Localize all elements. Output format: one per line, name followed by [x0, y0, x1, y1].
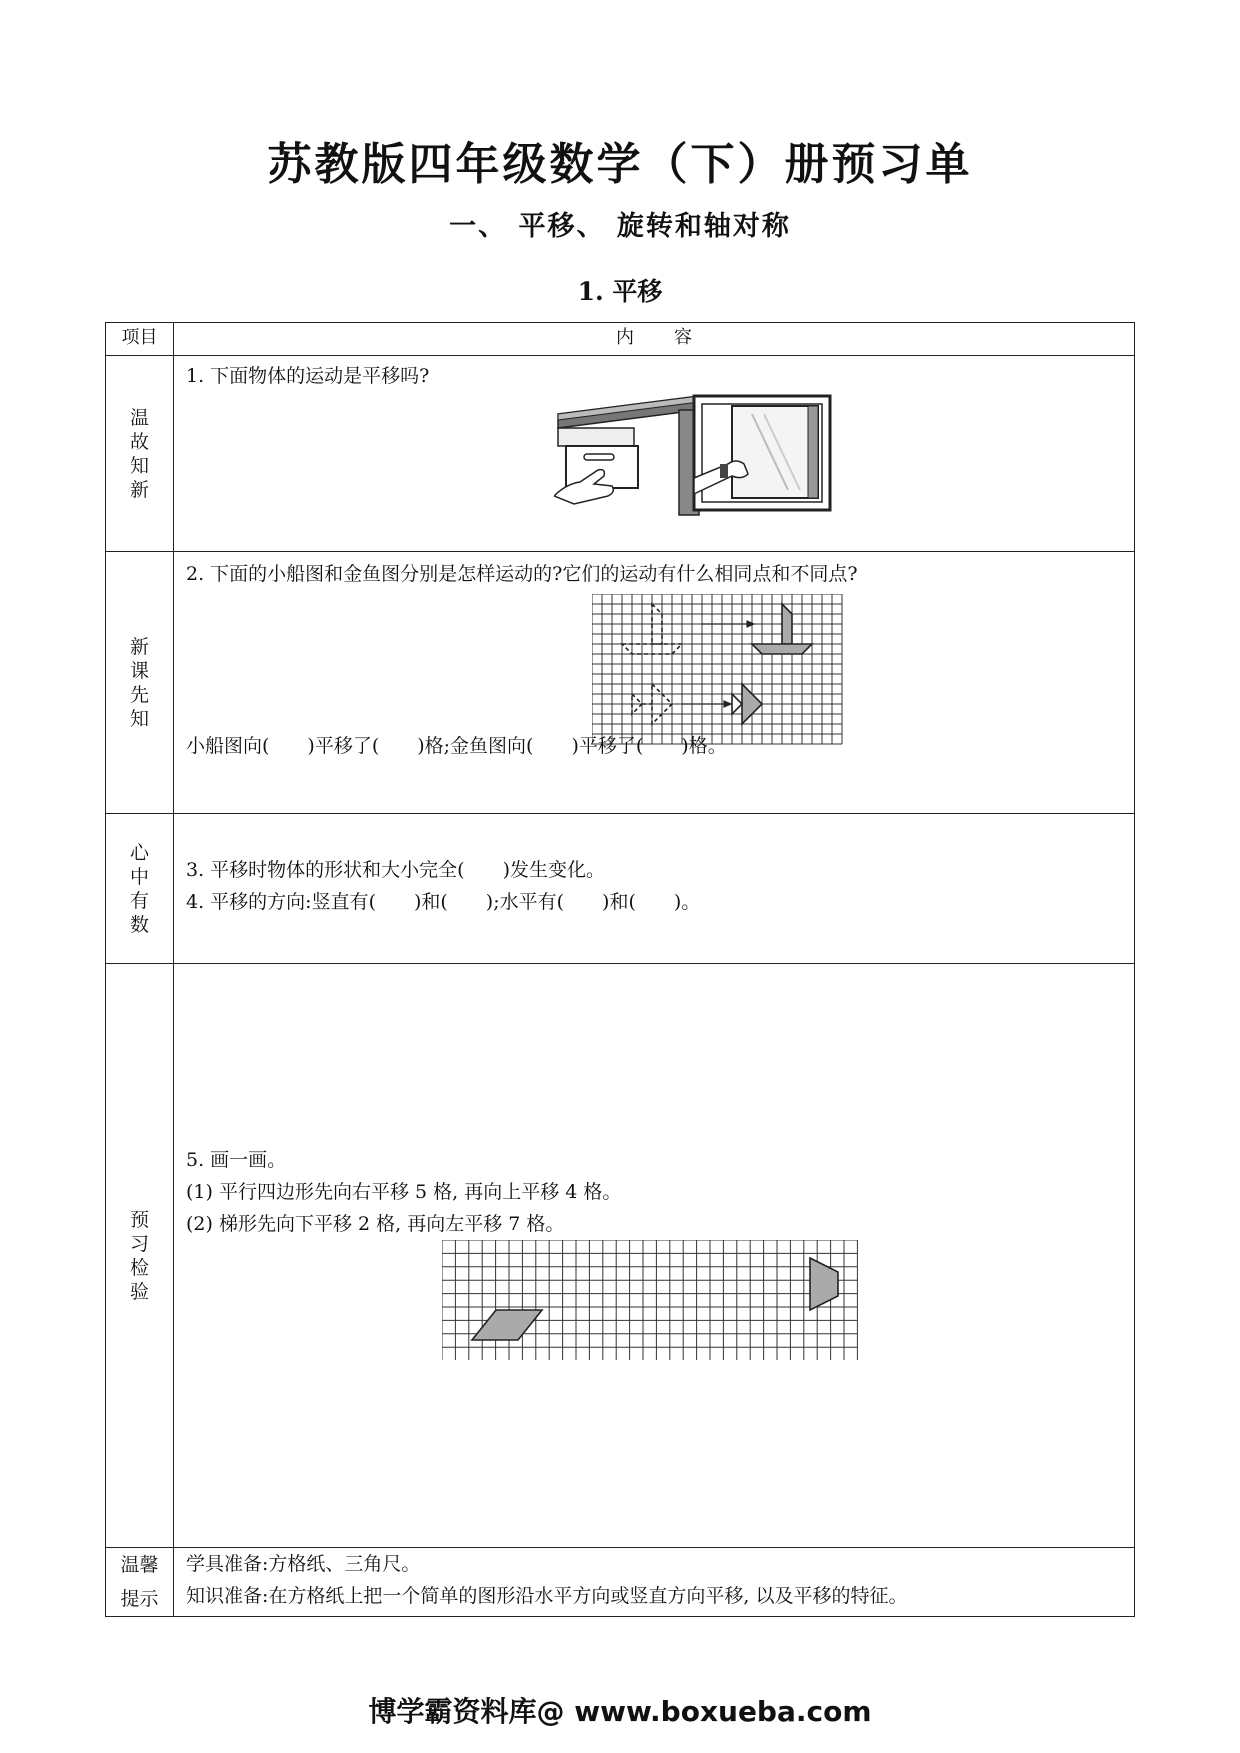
trapezoid-shape [810, 1258, 838, 1310]
tip-line-2: 知识准备:在方格纸上把一个简单的图形沿水平方向或竖直方向平移, 以及平移的特征。 [186, 1585, 908, 1607]
row-label-review: 温故知新 [106, 356, 174, 552]
drawer-illustration [554, 392, 702, 517]
window-illustration [692, 394, 832, 512]
drawing-grid [442, 1240, 860, 1360]
row-content-in-mind [174, 814, 1135, 964]
chapter-title: 一、 平移、 旋转和轴对称 [449, 211, 791, 242]
row-label-in-mind: 心中有数 [106, 814, 174, 964]
row-label-new-lesson: 新课先知 [106, 552, 174, 814]
row-content-preview-check [174, 964, 1135, 1548]
question-5: 5. 画一画。 [186, 1149, 287, 1171]
boat-moved [752, 604, 812, 654]
fish-moved [732, 684, 762, 724]
question-2: 2. 下面的小船图和金鱼图分别是怎样运动的?它们的运动有什么相同点和不同点? [186, 563, 858, 585]
row-in-mind [106, 814, 1135, 964]
row-tips [106, 1548, 1135, 1617]
fish-arrow [682, 701, 731, 707]
section-title: 1. 平移 [577, 277, 663, 306]
row-label-preview-check: 预习检验 [106, 964, 174, 1548]
row-review [106, 356, 1135, 552]
question-3: 3. 平移时物体的形状和大小完全( )发生变化。 [186, 859, 605, 881]
table-header-row [106, 323, 1135, 356]
question-5-2: (2) 梯形先向下平移 2 格, 再向左平移 7 格。 [186, 1213, 565, 1235]
row-new-lesson [106, 552, 1135, 814]
preview-table [105, 322, 1135, 1617]
row-content-tips [174, 1548, 1135, 1617]
boat-fish-grid [592, 594, 852, 750]
page-title: 苏教版四年级数学（下）册预习单 [267, 139, 973, 190]
header-item: 项目 [106, 323, 174, 356]
question-1: 1. 下面物体的运动是平移吗? [186, 365, 430, 387]
header-content: 内容 [174, 323, 1135, 356]
fill-line-2: 小船图向( )平移了( )格;金鱼图向( )平移了( )格。 [186, 735, 727, 757]
row-preview-check [106, 964, 1135, 1548]
boat-arrow [702, 621, 754, 627]
footer-watermark: 博学霸资料库@ www.boxueba.com [368, 1695, 872, 1728]
row-content-review [174, 356, 1135, 552]
row-content-new-lesson [174, 552, 1135, 814]
question-5-1: (1) 平行四边形先向右平移 5 格, 再向上平移 4 格。 [186, 1181, 622, 1203]
question-4: 4. 平移的方向:竖直有( )和( );水平有( )和( )。 [186, 891, 701, 913]
tip-line-1: 学具准备:方格纸、三角尺。 [186, 1553, 421, 1575]
row-label-tips: 温馨 提示 [106, 1548, 174, 1617]
